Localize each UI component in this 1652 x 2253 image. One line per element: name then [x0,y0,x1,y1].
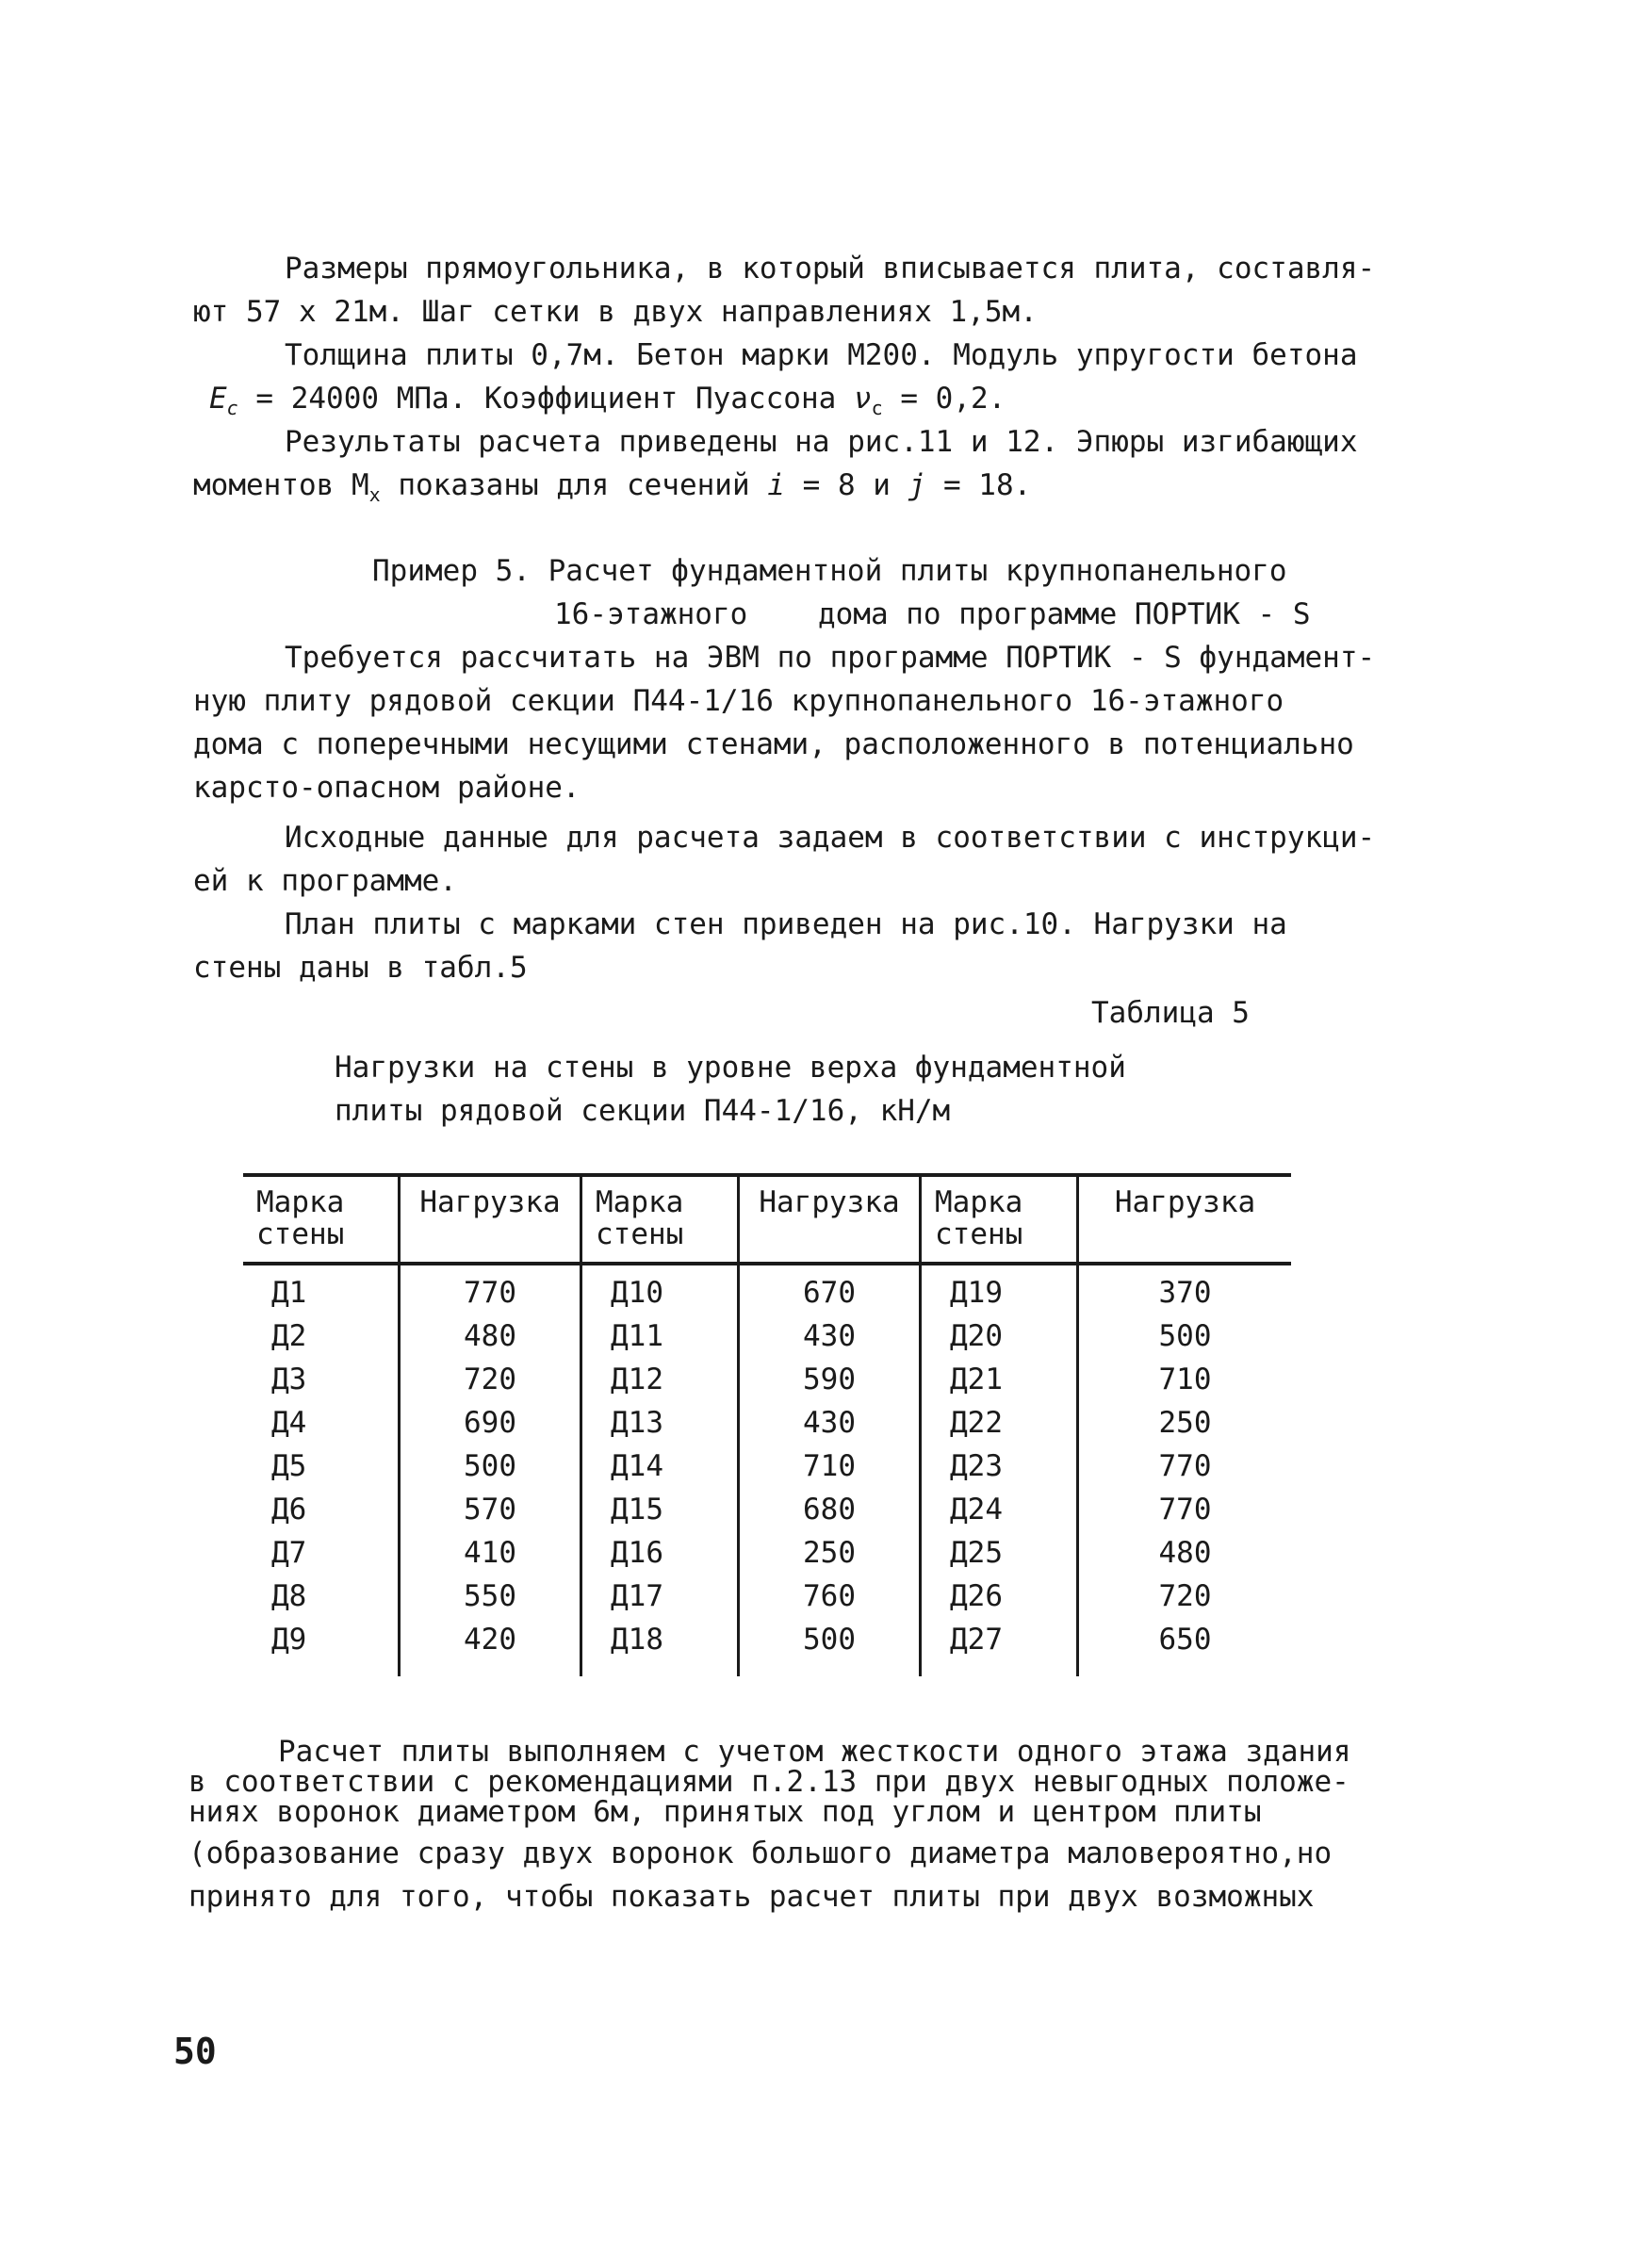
paragraph-7-line-4: (образование сразу двух воронок большого диаметра маловероятно,но [188,1837,1333,1870]
header-wall-word: стены [256,1217,345,1251]
table-row [243,1488,1291,1531]
table-row [243,1264,1291,1314]
wall-mark-cell: Д4 [243,1401,400,1445]
load-value-cell: 480 [400,1314,581,1358]
paragraph-7-line-3: ниях воронок диаметром 6м, принятых под углом и центром плиты [188,1795,1262,1829]
wall-mark-cell: Д26 [921,1575,1078,1618]
load-value-cell: 250 [739,1531,921,1575]
header-mark-word: Марка [935,1185,1023,1219]
wall-mark-cell: Д13 [581,1401,739,1445]
paragraph-7-line-2: в соответствии с рекомендациями п.2.13 при двух невыгодных положе- [188,1765,1349,1799]
paragraph-3-line-2 [193,464,1409,516]
load-value-cell: 770 [1158,1493,1212,1526]
wall-mark-cell: Д24 [921,1488,1078,1531]
load-value-cell: 770 [1158,1449,1212,1483]
wall-mark-cell: Д11 [581,1314,739,1358]
load-value-cell: 670 [739,1264,921,1314]
header-wall-word: стены [596,1217,684,1251]
wall-mark-cell: Д18 [581,1618,739,1676]
load-value-cell: 500 [1158,1319,1212,1353]
load-value-cell: 410 [400,1531,581,1575]
header-load-1: Нагрузка [400,1175,581,1264]
paragraph-4-line-1: Требуется рассчитать на ЭВМ по программе ПОРТИК - S фундамент- [285,641,1376,675]
index-j-value: = 18. [925,468,1032,502]
index-i-value: = 8 и [784,468,908,502]
wall-mark-cell: Д9 [243,1618,400,1676]
load-value-cell: 770 [400,1264,581,1314]
load-value-cell: 650 [1158,1623,1212,1657]
table-body [243,1264,1291,1676]
paragraph-3-line-1: Результаты расчета приведены на рис.11 и 12. Эпюры изгибающих [285,425,1358,459]
load-value-cell: 250 [1158,1406,1212,1440]
paragraph-4-line-4: карсто-опасном районе. [193,771,581,805]
wall-mark-cell: Д7 [243,1531,400,1575]
table-row [243,1575,1291,1618]
table-row [243,1401,1291,1445]
table-header [243,1175,1291,1264]
load-value-cell: 430 [739,1314,921,1358]
load-value-cell: 710 [1158,1363,1212,1396]
wall-mark-cell: Д25 [921,1531,1078,1575]
header-mark-word: Марка [596,1185,684,1219]
load-value-cell: 420 [400,1618,581,1676]
moments-subscript: x [368,483,381,507]
paragraph-6-line-2: стены даны в табл.5 [193,951,528,985]
load-value-cell: 690 [400,1401,581,1445]
index-j: j [908,468,926,502]
page-number: 50 [173,2031,217,2072]
wall-mark-cell: Д10 [581,1264,739,1314]
header-wall-mark-3 [921,1175,1078,1264]
load-value-cell: 550 [400,1575,581,1618]
load-value-cell: 570 [400,1488,581,1531]
header-mark-word: Марка [256,1185,345,1219]
wall-mark-cell: Д27 [921,1618,1078,1676]
poisson-symbol: ν [853,382,872,416]
wall-mark-cell: Д19 [921,1264,1078,1314]
wall-mark-cell: Д6 [243,1488,400,1531]
table-row [243,1531,1291,1575]
wall-mark-cell: Д3 [243,1358,400,1401]
poisson-subscript: c [871,397,883,420]
paragraph-2-line-1: Толщина плиты 0,7м. Бетон марки М200. Модуль упругости бетона [285,338,1358,372]
table-caption-line-1: Нагрузки на стены в уровне верха фундаментной [335,1051,1126,1085]
wall-mark-cell: Д1 [243,1264,400,1314]
paragraph-6-line-1: План плиты с марками стен приведен на рис.10. Нагрузки на [285,907,1287,941]
wall-mark-cell: Д20 [921,1314,1078,1358]
example-heading-line-1: Пример 5. Расчет фундаментной плиты крупнопанельного [372,554,1287,588]
example-heading-line-2: 16-этажного дома по программе ПОРТИК - S [554,597,1311,631]
load-value-cell: 680 [739,1488,921,1531]
load-value-cell: 720 [400,1358,581,1401]
wall-mark-cell: Д21 [921,1358,1078,1401]
load-value-cell: 500 [739,1618,921,1676]
elastic-modulus-subscript: c [226,397,238,420]
elastic-modulus-text: = 24000 МПа. Коэффициент Пуассона [237,382,854,416]
table-label: Таблица 5 [1091,996,1250,1030]
sections-text: показаны для сечений [380,468,768,502]
wall-mark-cell: Д16 [581,1531,739,1575]
load-value-cell: 500 [400,1445,581,1488]
wall-loads-table [243,1173,1291,1676]
table-row [243,1314,1291,1358]
paragraph-7-line-1: Расчет плиты выполняем с учетом жесткости одного этажа здания [278,1735,1351,1769]
load-value-cell: 430 [739,1401,921,1445]
load-value-cell: 760 [739,1575,921,1618]
wall-mark-cell: Д23 [921,1445,1078,1488]
table-row [243,1445,1291,1488]
wall-mark-cell: Д15 [581,1488,739,1531]
paragraph-1-line-2: ют 57 х 21м. Шаг сетки в двух направлениях 1,5м. [193,295,1038,329]
table-caption-line-2: плиты рядовой секции П44-1/16, кН/м [335,1094,951,1128]
table-row [243,1358,1291,1401]
load-value-cell: 590 [739,1358,921,1401]
moments-text: моментов M [193,468,369,502]
load-value-cell: 370 [1158,1276,1212,1310]
index-i: i [767,468,785,502]
wall-mark-cell: Д14 [581,1445,739,1488]
load-value-cell: 720 [1158,1579,1212,1613]
header-wall-mark-1 [243,1175,400,1264]
wall-mark-cell: Д17 [581,1575,739,1618]
paragraph-5-line-2: ей к программе. [193,864,457,898]
elastic-modulus-symbol: E [209,382,227,416]
paragraph-5-line-1: Исходные данные для расчета задаем в соответствии с инструкци- [285,821,1376,855]
paragraph-4-line-2: ную плиту рядовой секции П44-1/16 крупнопанельного 16-этажного [193,684,1284,718]
header-load-3: Нагрузка [1078,1175,1292,1264]
table-row [243,1618,1291,1676]
paragraph-4-line-3: дома с поперечными несущими стенами, расположенного в потенциально [193,727,1354,761]
paragraph-7-line-5: принято для того, чтобы показать расчет плиты при двух возможных [188,1880,1315,1914]
load-value-cell: 480 [1158,1536,1212,1570]
poisson-value: = 0,2. [882,382,1006,416]
wall-mark-cell: Д12 [581,1358,739,1401]
table-header-row [243,1175,1291,1264]
wall-mark-cell: Д22 [921,1401,1078,1445]
header-wall-word: стены [935,1217,1023,1251]
load-value-cell: 710 [739,1445,921,1488]
wall-mark-cell: Д5 [243,1445,400,1488]
header-wall-mark-2 [581,1175,739,1264]
wall-mark-cell: Д2 [243,1314,400,1358]
header-load-2: Нагрузка [739,1175,921,1264]
wall-mark-cell: Д8 [243,1575,400,1618]
paragraph-1-line-1: Размеры прямоугольника, в который вписывается плита, составля- [285,252,1376,286]
